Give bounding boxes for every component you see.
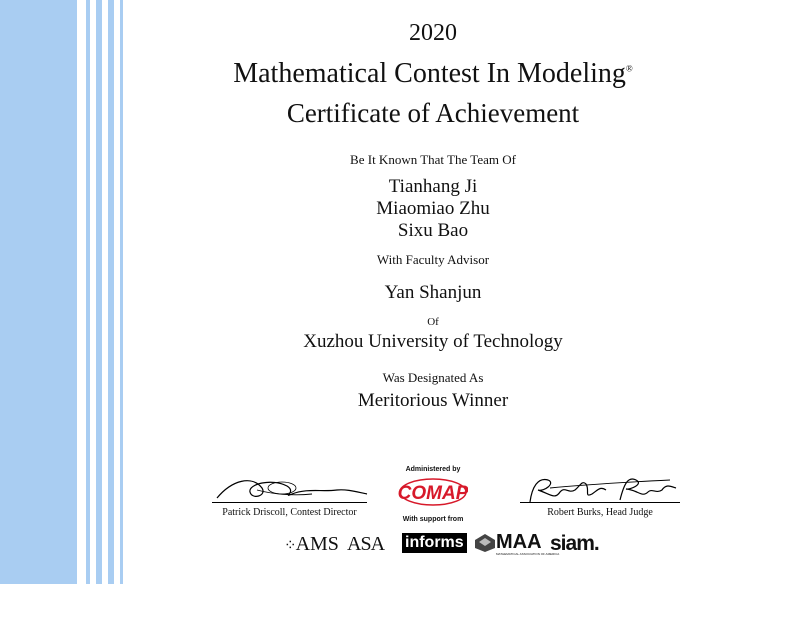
registered-mark: ® bbox=[625, 63, 633, 74]
intro-text: Be It Known That The Team Of bbox=[350, 152, 516, 167]
maa-emblem-icon bbox=[474, 533, 496, 553]
signature-line bbox=[212, 502, 367, 503]
team-member-name: Miaomiao Zhu bbox=[376, 198, 490, 219]
institution-name: Xuzhou University of Technology bbox=[303, 331, 563, 352]
decorative-stripe bbox=[108, 0, 114, 584]
certificate-year: 2020 bbox=[409, 20, 457, 46]
ams-emblem-icon: ⁘ bbox=[284, 538, 296, 554]
director-label: Patrick Driscoll, Contest Director bbox=[222, 507, 357, 518]
support-text: With support from bbox=[402, 516, 464, 523]
comap-logo bbox=[398, 474, 468, 508]
siam-logo: siam. bbox=[550, 532, 599, 555]
advisor-intro: With Faculty Advisor bbox=[376, 252, 490, 267]
advisor-name: Yan Shanjun bbox=[384, 282, 482, 303]
certificate-title: Certificate of Achievement bbox=[286, 98, 580, 128]
designation: Meritorious Winner bbox=[357, 390, 509, 411]
decorative-stripe bbox=[0, 0, 77, 584]
team-member-name: Sixu Bao bbox=[397, 220, 469, 241]
head-judge-signature bbox=[520, 472, 685, 506]
maa-caption: MATHEMATICAL ASSOCIATION OF AMERICA bbox=[496, 552, 560, 556]
maa-logo bbox=[474, 531, 559, 556]
ams-logo-text: AMS bbox=[295, 533, 339, 555]
decorative-stripe bbox=[96, 0, 102, 584]
asa-logo: ASA bbox=[347, 533, 385, 555]
informs-logo: informs bbox=[402, 533, 467, 553]
decorative-stripe bbox=[120, 0, 123, 584]
signature-line bbox=[520, 502, 680, 503]
team-member-name: Tianhang Ji bbox=[388, 176, 478, 197]
head-judge-label: Robert Burks, Head Judge bbox=[547, 507, 653, 518]
of-text: Of bbox=[427, 316, 439, 328]
designation-intro: Was Designated As bbox=[382, 370, 484, 385]
administered-by-text: Administered by bbox=[405, 466, 461, 473]
contest-title bbox=[133, 58, 733, 90]
contest-title-text: Mathematical Contest In Modeling bbox=[233, 58, 626, 89]
ams-logo bbox=[284, 533, 339, 556]
comap-logo-text: COMAP bbox=[398, 483, 468, 504]
maa-logo-text: MAA bbox=[496, 531, 542, 553]
director-signature bbox=[212, 470, 372, 505]
decorative-stripe bbox=[86, 0, 90, 584]
